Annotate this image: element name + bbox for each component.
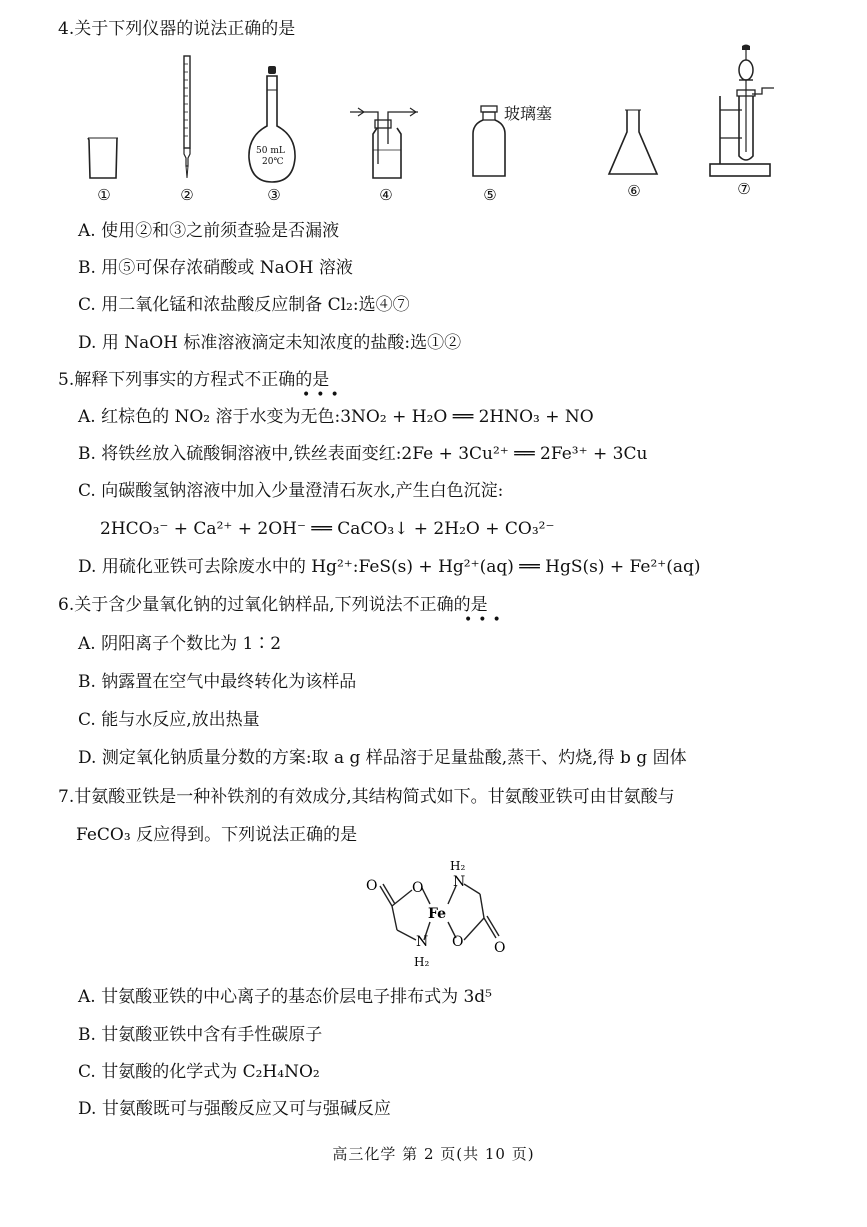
- conical-flask-icon: [606, 108, 660, 178]
- apparatus-label-5: ⑤: [483, 186, 497, 204]
- q6-emphasis-dots: •••: [464, 612, 507, 628]
- q4-option-d: D. 用 NaOH 标准溶液滴定未知浓度的盐酸:选①②: [78, 333, 462, 353]
- q6-option-d: D. 测定氧化钠质量分数的方案:取 a g 样品溶于足量盐酸,蒸干、灼烧,得 b g 固体: [78, 748, 687, 768]
- flask-volume-label: 50 mL: [256, 146, 285, 156]
- amine-nitrogen-bottom: N: [416, 934, 429, 950]
- q5-stem: 5.解释下列事实的方程式不正确的是: [58, 370, 330, 390]
- q5-option-c: C. 向碳酸氢钠溶液中加入少量澄清石灰水,产生白色沉淀:: [78, 481, 504, 501]
- q7-option-b: B. 甘氨酸亚铁中含有手性碳原子: [78, 1025, 323, 1045]
- apparatus-label-3: ③: [267, 186, 281, 204]
- glass-stopper-label: 玻璃塞: [504, 104, 553, 123]
- q5-option-a: A. 红棕色的 NO₂ 溶于水变为无色:3NO₂ + H₂O ══ 2HNO₃ + NO: [78, 407, 594, 427]
- ring-oxygen-left: O: [412, 880, 424, 896]
- apparatus-label-7: ⑦: [737, 180, 751, 198]
- reagent-bottle-icon: [470, 104, 508, 180]
- carbonyl-oxygen-right: O: [494, 940, 506, 956]
- apparatus-label-6: ⑥: [627, 182, 641, 200]
- apparatus-label-4: ④: [379, 186, 393, 204]
- q4-option-a: A. 使用②和③之前须查验是否漏液: [78, 221, 340, 241]
- q7-option-a: A. 甘氨酸亚铁的中心离子的基态价层电子排布式为 3d⁵: [78, 987, 493, 1007]
- amine-nitrogen-top: N: [453, 874, 466, 890]
- amine-h2-top: H₂: [450, 859, 466, 873]
- q6-option-a: A. 阴阳离子个数比为 1∶2: [78, 634, 282, 654]
- apparatus-label-1: ①: [97, 186, 111, 204]
- q5-emphasis-dots: •••: [302, 387, 345, 403]
- ring-oxygen-right: O: [452, 934, 464, 950]
- carbonyl-oxygen-left: O: [366, 878, 378, 894]
- q5-option-d: D. 用硫化亚铁可去除废水中的 Hg²⁺:FeS(s) + Hg²⁺(aq) ══ HgS(s) + Fe²⁺(aq): [78, 557, 701, 577]
- amine-h2-bottom: H₂: [414, 955, 430, 969]
- q4-option-b: B. 用⑤可保存浓硝酸或 NaOH 溶液: [78, 258, 353, 278]
- q7-stem-line2: FeCO₃ 反应得到。下列说法正确的是: [76, 825, 358, 845]
- q6-option-b: B. 钠露置在空气中最终转化为该样品: [78, 672, 357, 692]
- q5-option-b: B. 将铁丝放入硫酸铜溶液中,铁丝表面变红:2Fe + 3Cu²⁺ ══ 2Fe³⁺ + 3Cu: [78, 444, 648, 464]
- gas-generator-stand-icon: [708, 44, 784, 180]
- ferrous-glycinate-structure: [352, 856, 522, 976]
- q4-option-c: C. 用二氧化锰和浓盐酸反应制备 Cl₂:选④⑦: [78, 295, 410, 315]
- apparatus-label-2: ②: [180, 186, 194, 204]
- q7-option-d: D. 甘氨酸既可与强酸反应又可与强碱反应: [78, 1099, 391, 1119]
- iron-center: Fe: [428, 906, 447, 922]
- q6-stem: 6.关于含少量氧化钠的过氧化钠样品,下列说法不正确的是: [58, 595, 488, 615]
- q6-option-c: C. 能与水反应,放出热量: [78, 710, 260, 730]
- q7-option-c: C. 甘氨酸的化学式为 C₂H₄NO₂: [78, 1062, 320, 1082]
- q7-stem-line1: 7.甘氨酸亚铁是一种补铁剂的有效成分,其结构简式如下。甘氨酸亚铁可由甘氨酸与: [58, 787, 675, 807]
- burette-icon: [180, 54, 194, 180]
- q5-option-c-equation: 2HCO₃⁻ + Ca²⁺ + 2OH⁻ ══ CaCO₃↓ + 2H₂O + CO₃²⁻: [100, 519, 555, 539]
- gas-washing-bottle-icon: [350, 104, 422, 182]
- q4-stem: 4.关于下列仪器的说法正确的是: [58, 19, 296, 39]
- flask-temp-label: 20℃: [262, 157, 284, 167]
- page-footer: 高三化学 第 2 页(共 10 页): [332, 1145, 535, 1163]
- beaker-icon: [86, 136, 120, 180]
